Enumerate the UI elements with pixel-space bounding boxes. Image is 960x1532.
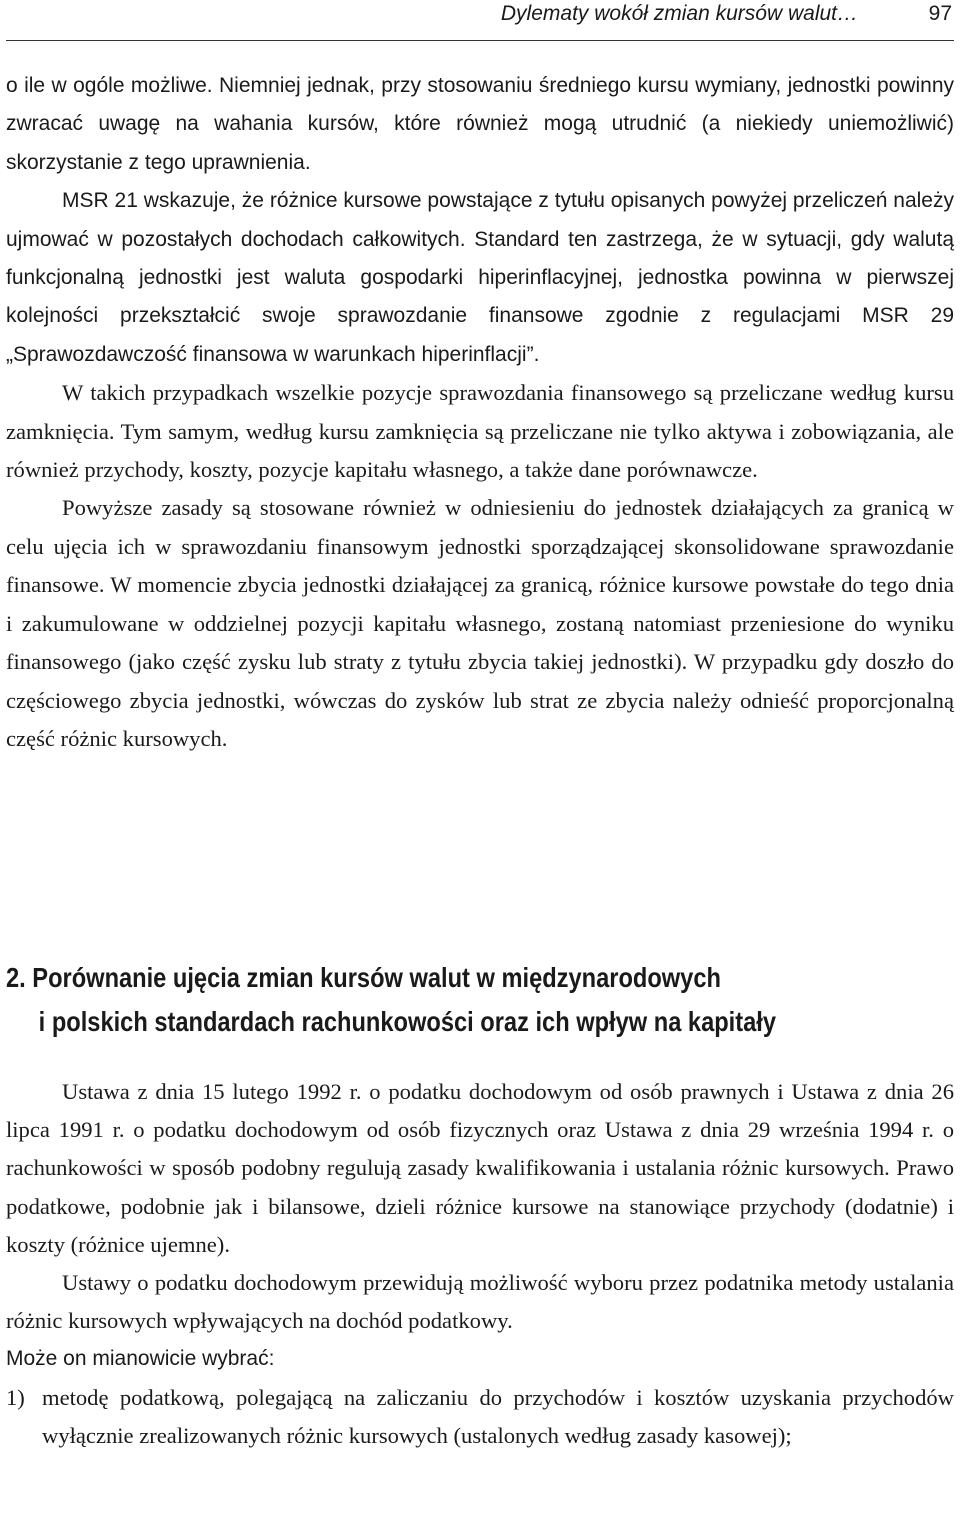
section-heading: [6, 956, 821, 1044]
running-header-title: Dylematy wokół zmian kursów walut…: [500, 2, 858, 25]
paragraph: Powyższe zasady są stosowane również w odniesieniu do jednostek działających za granicą w celu ujęcia ich w sprawozdaniu finansowym jednostki sporządzającej skonsolidowane sprawozdanie finansowe. W momencie zbycia jednostki działającej za granicą, różnice kursowe powstałe do tego dnia i zakumulowane w oddzielnej pozycji kapitału własnego, zostaną natomiast przeniesione do wyniku finansowego (jako część zysku lub straty z tytułu zbycia takiej jednostki). W przypadku gdy doszło do częściowego zbycia jednostki, wówczas do zysków lub strat ze zbycia należy odnieść proporcjonalną część różnic kursowych.: [6, 495, 954, 751]
list-item-text: metodę podatkową, polegającą na zaliczaniu do przychodów i kosztów uzyskania przychodów wyłącznie zrealizowanych różnic kursowych (ustalonych według zasady kasowej);: [42, 1384, 954, 1448]
paragraph: Ustawy o podatku dochodowym przewidują możliwość wyboru przez podatnika metody ustalania różnic kursowych wpływających na dochód podatkowy.: [6, 1270, 954, 1334]
body-text-bottom: [6, 1073, 954, 1455]
section-title-line-1: Porównanie ujęcia zmian kursów walut w międzynarodowych: [32, 962, 721, 993]
header-divider: [6, 40, 954, 41]
paragraph: W takich przypadkach wszelkie pozycje sprawozdania finansowego są przeliczane według kursu zamknięcia. Tym samym, według kursu zamknięcia są przeliczane nie tylko aktywa i zobowiązania, ale również przychody, koszty, pozycje kapitału własnego, a także dane porównawcze.: [6, 380, 954, 483]
page-number: 97: [928, 2, 952, 25]
paragraph: o ile w ogóle możliwe. Niemniej jednak, przy stosowaniu średniego kursu wymiany, jednostki powinny zwracać uwagę na wahania kursów, które również mogą utrudnić (a niekiedy uniemożliwić) skorzystanie z tego uprawnienia.: [6, 74, 954, 174]
paragraph: MSR 21 wskazuje, że różnice kursowe powstające z tytułu opisanych powyżej przeliczeń należy ujmować w pozostałych dochodach całkowitych. Standard ten zastrzega, że w sytuacji, gdy walutą funkcjonalną jednostki jest waluta gospodarki hiperinflacyjnej, jednostka powinna w pierwszej kolejności przekształcić swoje sprawozdanie finansowe zgodnie z regulacjami MSR 29 „Sprawozdawczość finansowa w warunkach hiperinflacji”.: [6, 189, 954, 366]
list-marker: 1): [6, 1384, 25, 1410]
list-item: [6, 1379, 954, 1455]
paragraph: Może on mianowicie wybrać:: [6, 1347, 275, 1371]
body-text-top: [6, 67, 954, 758]
paragraph: Ustawa z dnia 15 lutego 1992 r. o podatku dochodowym od osób prawnych i Ustawa z dnia 26 lipca 1991 r. o podatku dochodowym od osób fizycznych oraz Ustawa z dnia 29 września 1994 r. o rachunkowości w sposób podobny regulują zasady kwalifikowania i ustalania różnic kursowych. Prawo podatkowe, podobnie jak i bilansowe, dzieli różnice kursowe na stanowiące przychody (dodatnie) i koszty (różnice ujemne).: [6, 1079, 954, 1257]
section-title-line-2: i polskich standardach rachunkowości oraz ich wpływ na kapitały: [38, 1006, 776, 1037]
running-header: [6, 0, 954, 30]
section-number: 2.: [6, 962, 26, 993]
section-heading-line-1: [6, 956, 821, 1000]
